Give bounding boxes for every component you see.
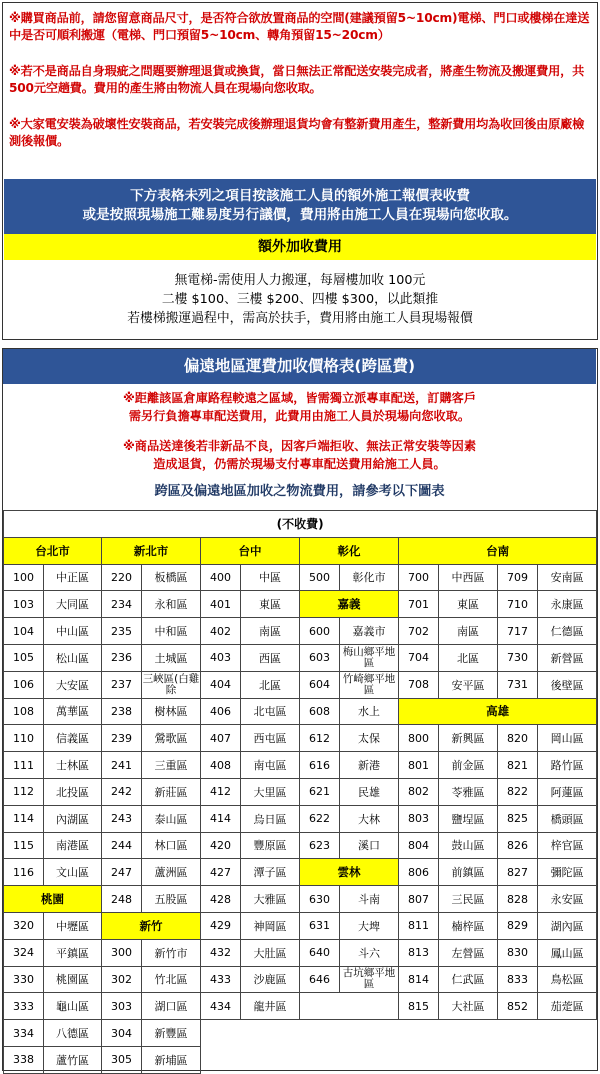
postal-code: 833: [498, 966, 538, 993]
empty-cell: [201, 1020, 597, 1047]
district-name: 永康區: [538, 591, 597, 618]
district-name: 大里區: [241, 778, 300, 805]
district-name: 新埔區: [142, 1046, 201, 1073]
postal-code: 821: [498, 752, 538, 779]
district-name: 鳥松區: [538, 966, 597, 993]
table-row: [4, 644, 597, 671]
postal-code: 800: [399, 725, 439, 752]
district-name: 神岡區: [241, 912, 300, 939]
remote-note-line: ※商品送達後若非新品不良，因客戶端拒收、無法正常安裝等因素: [122, 439, 477, 453]
postal-code: 234: [102, 591, 142, 618]
district-name: 太保: [340, 725, 399, 752]
postal-code: 822: [498, 778, 538, 805]
table-row: [4, 1046, 597, 1073]
postal-code: 220: [102, 564, 142, 591]
district-name: 鹽埕區: [439, 805, 498, 832]
postal-code: 608: [300, 698, 340, 725]
district-name: 大同區: [44, 591, 102, 618]
postal-code: 238: [102, 698, 142, 725]
district-name: 橋頭區: [538, 805, 597, 832]
district-name: 永安區: [538, 886, 597, 913]
empty-cell: [201, 1046, 597, 1073]
table-row: [4, 993, 597, 1020]
district-name: 古坑鄉平地區: [340, 966, 399, 993]
district-name: 八德區: [44, 1020, 102, 1047]
postal-code: 622: [300, 805, 340, 832]
district-name: 南屯區: [241, 752, 300, 779]
zone-table: [3, 510, 597, 1074]
postal-code: 330: [4, 966, 44, 993]
postal-code: 803: [399, 805, 439, 832]
reference-line: 跨區及偏遠地區加收之物流費用，請參考以下圖表: [154, 484, 445, 499]
remote-note-line: 造成退貨，仍需於現場支付專車配送費用給施工人員。: [153, 457, 446, 471]
district-name: 湖口區: [142, 993, 201, 1020]
district-name: 北區: [439, 644, 498, 671]
postal-code: 428: [201, 886, 241, 913]
district-name: 大雅區: [241, 886, 300, 913]
zone-header-hsinchu: 新竹: [102, 912, 201, 939]
fee-line: 二樓 $100、三樓 $200、四樓 $300，以此類推: [161, 292, 439, 307]
extra-fee-header-line2: 或是按照現場施工難易度另行議價，費用將由施工人員在現場向您收取。: [82, 207, 518, 223]
note-size: ※購買商品前，請您留意商品尺寸，是否符合欲放置商品的空間(建議預留5~10cm)電梯、門口或樓梯在達送中是否可順利搬運（電梯、門口預留5~10cm、轉角預留15~20cm）: [9, 11, 590, 42]
remote-note-line: ※距離該區倉庫路程較遠之區域，皆需獨立派專車配送，訂購客戶: [122, 391, 477, 405]
postal-code: 432: [201, 939, 241, 966]
postal-code: 110: [4, 725, 44, 752]
zone-header-chiayi: 嘉義: [300, 591, 399, 618]
postal-code: 402: [201, 618, 241, 645]
district-name: 東區: [241, 591, 300, 618]
district-name: 東區: [439, 591, 498, 618]
table-row: [4, 939, 597, 966]
postal-code: 414: [201, 805, 241, 832]
postal-code: 105: [4, 644, 44, 671]
district-name: 西屯區: [241, 725, 300, 752]
postal-code: 717: [498, 618, 538, 645]
postal-code: 427: [201, 859, 241, 886]
postal-code: 108: [4, 698, 44, 725]
postal-code: 806: [399, 859, 439, 886]
district-name: 中西區: [439, 564, 498, 591]
postal-code: 324: [4, 939, 44, 966]
table-row: [4, 966, 597, 993]
district-name: 鳳山區: [538, 939, 597, 966]
postal-code: 304: [102, 1020, 142, 1047]
district-name: 龜山區: [44, 993, 102, 1020]
district-name: 龍井區: [241, 993, 300, 1020]
postal-code: 408: [201, 752, 241, 779]
district-name: 樹林區: [142, 698, 201, 725]
district-name: 西區: [241, 644, 300, 671]
district-name: 北區: [241, 671, 300, 698]
remote-notes: [3, 389, 596, 501]
table-row: [4, 832, 597, 859]
postal-code: 815: [399, 993, 439, 1020]
postal-code: 646: [300, 966, 340, 993]
district-name: 嘉義市: [340, 618, 399, 645]
postal-code: 616: [300, 752, 340, 779]
postal-code: 100: [4, 564, 44, 591]
postal-code: 400: [201, 564, 241, 591]
district-name: 大社區: [439, 993, 498, 1020]
district-name: 蘆洲區: [142, 859, 201, 886]
postal-code: 244: [102, 832, 142, 859]
postal-code: 852: [498, 993, 538, 1020]
district-name: 南區: [241, 618, 300, 645]
extra-fee-header-line1: 下方表格未列之項目按該施工人員的額外施工報價表收費: [130, 188, 470, 204]
district-name: 文山區: [44, 859, 102, 886]
postal-code: 302: [102, 966, 142, 993]
district-name: 左營區: [439, 939, 498, 966]
zone-header-yunlin: 雲林: [300, 859, 399, 886]
postal-code: 106: [4, 671, 44, 698]
table-row: [4, 591, 597, 618]
extra-fee-list: [4, 271, 596, 328]
postal-code: 730: [498, 644, 538, 671]
table-row: [4, 778, 597, 805]
table-row: [4, 618, 597, 645]
postal-code: 828: [498, 886, 538, 913]
district-name: 路竹區: [538, 752, 597, 779]
district-name: 前金區: [439, 752, 498, 779]
district-name: 五股區: [142, 886, 201, 913]
district-name: 林口區: [142, 832, 201, 859]
postal-code: 814: [399, 966, 439, 993]
table-row: [4, 725, 597, 752]
postal-code: 112: [4, 778, 44, 805]
district-name: 竹北區: [142, 966, 201, 993]
district-name: 水上: [340, 698, 399, 725]
district-name: 北投區: [44, 778, 102, 805]
district-name: 鼓山區: [439, 832, 498, 859]
district-name: 蘆竹區: [44, 1046, 102, 1073]
postal-code: 631: [300, 912, 340, 939]
district-name: 民雄: [340, 778, 399, 805]
postal-code: 811: [399, 912, 439, 939]
postal-code: 248: [102, 886, 142, 913]
district-name: 斗南: [340, 886, 399, 913]
district-name: 大安區: [44, 671, 102, 698]
zone-header-changhua: 彰化: [300, 537, 399, 564]
empty-cell: [300, 993, 399, 1020]
postal-code: 111: [4, 752, 44, 779]
postal-code: 403: [201, 644, 241, 671]
postal-code: 701: [399, 591, 439, 618]
district-name: 士林區: [44, 752, 102, 779]
district-name: 中和區: [142, 618, 201, 645]
notice-box: [2, 2, 598, 340]
note-return-fee: ※若不是商品自身瑕疵之問題要辦理退貨或換貨，當日無法正常配送安裝完成者，將產生物流及搬運費用，共500元空趟費。費用的產生將由物流人員在現場向您收取。: [9, 64, 585, 95]
postal-code: 700: [399, 564, 439, 591]
zone-header-taichung: 台中: [201, 537, 300, 564]
district-name: 新竹市: [142, 939, 201, 966]
postal-code: 434: [201, 993, 241, 1020]
district-name: 湖內區: [538, 912, 597, 939]
district-name: 泰山區: [142, 805, 201, 832]
postal-code: 300: [102, 939, 142, 966]
postal-code: 116: [4, 859, 44, 886]
district-name: 中壢區: [44, 912, 102, 939]
district-name: 彌陀區: [538, 859, 597, 886]
postal-code: 303: [102, 993, 142, 1020]
district-name: 茄萣區: [538, 993, 597, 1020]
postal-code: 710: [498, 591, 538, 618]
district-name: 平鎮區: [44, 939, 102, 966]
postal-code: 731: [498, 671, 538, 698]
postal-code: 708: [399, 671, 439, 698]
district-name: 新莊區: [142, 778, 201, 805]
postal-code: 236: [102, 644, 142, 671]
district-name: 三峽區(白雞除: [142, 671, 201, 698]
district-name: 南港區: [44, 832, 102, 859]
district-name: 萬華區: [44, 698, 102, 725]
postal-code: 237: [102, 671, 142, 698]
postal-code: 820: [498, 725, 538, 752]
district-name: 仁德區: [538, 618, 597, 645]
remote-fee-title: 偏遠地區運費加收價格表(跨區費): [3, 349, 596, 384]
district-name: 楠梓區: [439, 912, 498, 939]
fee-line: 若樓梯搬運過程中，需高於扶手，費用將由施工人員現場報價: [127, 311, 473, 326]
postal-code: 709: [498, 564, 538, 591]
postal-code: 115: [4, 832, 44, 859]
postal-code: 241: [102, 752, 142, 779]
remote-fee-box: [2, 348, 598, 1071]
postal-code: 829: [498, 912, 538, 939]
note-refurbish: ※大家電安裝為破壞性安裝商品，若安裝完成後辦理退貨均會有整新費用產生，整新費用均為收回後由原廠檢測後報價。: [9, 117, 585, 148]
postal-code: 420: [201, 832, 241, 859]
district-name: 豐原區: [241, 832, 300, 859]
district-name: 前鎮區: [439, 859, 498, 886]
postal-code: 333: [4, 993, 44, 1020]
table-row: [4, 886, 597, 913]
postal-code: 826: [498, 832, 538, 859]
district-name: 沙鹿區: [241, 966, 300, 993]
fee-line: 無電梯-需使用人力搬運，每層樓加收 100元: [174, 273, 426, 288]
postal-code: 235: [102, 618, 142, 645]
table-row: [4, 564, 597, 591]
postal-code: 305: [102, 1046, 142, 1073]
district-name: 三重區: [142, 752, 201, 779]
postal-code: 827: [498, 859, 538, 886]
district-name: 阿蓮區: [538, 778, 597, 805]
district-name: 大肚區: [241, 939, 300, 966]
district-name: 潭子區: [241, 859, 300, 886]
postal-code: 621: [300, 778, 340, 805]
postal-code: 404: [201, 671, 241, 698]
district-name: 板橋區: [142, 564, 201, 591]
postal-code: 429: [201, 912, 241, 939]
district-name: 信義區: [44, 725, 102, 752]
postal-code: 334: [4, 1020, 44, 1047]
postal-code: 320: [4, 912, 44, 939]
district-name: 三民區: [439, 886, 498, 913]
postal-code: 412: [201, 778, 241, 805]
district-name: 新興區: [439, 725, 498, 752]
notes-section: [3, 3, 597, 150]
remote-note-line: 需另行負擔專車配送費用，此費用由施工人員於現場向您收取。: [128, 409, 471, 423]
postal-code: 242: [102, 778, 142, 805]
zone-header-taipei: 台北市: [4, 537, 102, 564]
district-name: 新港: [340, 752, 399, 779]
district-name: 北屯區: [241, 698, 300, 725]
district-name: 梓官區: [538, 832, 597, 859]
postal-code: 630: [300, 886, 340, 913]
district-name: 安平區: [439, 671, 498, 698]
postal-code: 600: [300, 618, 340, 645]
postal-code: 247: [102, 859, 142, 886]
extra-fee-header: [4, 179, 596, 234]
district-name: 大埤: [340, 912, 399, 939]
postal-code: 702: [399, 618, 439, 645]
district-name: 苓雅區: [439, 778, 498, 805]
postal-code: 640: [300, 939, 340, 966]
district-name: 烏日區: [241, 805, 300, 832]
district-name: 土城區: [142, 644, 201, 671]
table-row: [4, 698, 597, 725]
district-name: 桃園區: [44, 966, 102, 993]
postal-code: 500: [300, 564, 340, 591]
table-row: [4, 912, 597, 939]
table-row: [4, 859, 597, 886]
zone-header-taoyuan: 桃園: [4, 886, 102, 913]
extra-fee-title: 額外加收費用: [4, 234, 596, 260]
postal-code: 104: [4, 618, 44, 645]
district-name: 中正區: [44, 564, 102, 591]
table-row: [4, 671, 597, 698]
zone-header-new-taipei: 新北市: [102, 537, 201, 564]
district-name: 內湖區: [44, 805, 102, 832]
district-name: 安南區: [538, 564, 597, 591]
postal-code: 406: [201, 698, 241, 725]
postal-code: 801: [399, 752, 439, 779]
postal-code: 802: [399, 778, 439, 805]
postal-code: 804: [399, 832, 439, 859]
postal-code: 243: [102, 805, 142, 832]
district-name: 仁武區: [439, 966, 498, 993]
district-name: 大林: [340, 805, 399, 832]
district-name: 斗六: [340, 939, 399, 966]
postal-code: 433: [201, 966, 241, 993]
district-name: 南區: [439, 618, 498, 645]
district-name: 新豐區: [142, 1020, 201, 1047]
free-label: (不收費): [4, 511, 597, 538]
district-name: 梅山鄉平地區: [340, 644, 399, 671]
district-name: 鶯歌區: [142, 725, 201, 752]
district-name: 永和區: [142, 591, 201, 618]
postal-code: 239: [102, 725, 142, 752]
postal-code: 338: [4, 1046, 44, 1073]
postal-code: 114: [4, 805, 44, 832]
zone-header-tainan: 台南: [399, 537, 597, 564]
district-name: 彰化市: [340, 564, 399, 591]
district-name: 中區: [241, 564, 300, 591]
postal-code: 604: [300, 671, 340, 698]
postal-code: 830: [498, 939, 538, 966]
district-name: 溪口: [340, 832, 399, 859]
district-name: 岡山區: [538, 725, 597, 752]
postal-code: 612: [300, 725, 340, 752]
postal-code: 825: [498, 805, 538, 832]
postal-code: 103: [4, 591, 44, 618]
district-name: 中山區: [44, 618, 102, 645]
zone-header-kaohsiung: 高雄: [399, 698, 597, 725]
table-row: [4, 1020, 597, 1047]
table-row: [4, 805, 597, 832]
postal-code: 401: [201, 591, 241, 618]
postal-code: 813: [399, 939, 439, 966]
postal-code: 623: [300, 832, 340, 859]
postal-code: 704: [399, 644, 439, 671]
district-name: 松山區: [44, 644, 102, 671]
district-name: 後壁區: [538, 671, 597, 698]
table-row: [4, 752, 597, 779]
postal-code: 603: [300, 644, 340, 671]
district-name: 新營區: [538, 644, 597, 671]
district-name: 竹崎鄉平地區: [340, 671, 399, 698]
postal-code: 807: [399, 886, 439, 913]
postal-code: 407: [201, 725, 241, 752]
